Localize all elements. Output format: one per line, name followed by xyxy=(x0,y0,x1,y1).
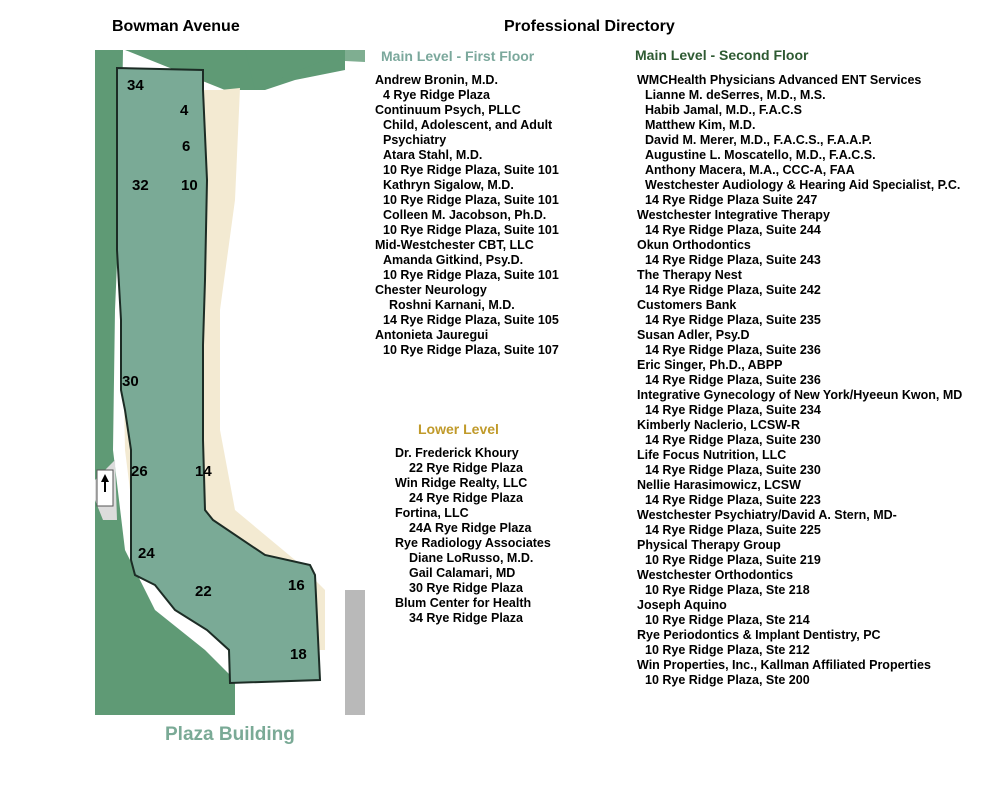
unit-number-22: 22 xyxy=(195,583,212,600)
unit-number-26: 26 xyxy=(131,463,148,480)
directory-entry: 24 Rye Ridge Plaza xyxy=(409,491,523,505)
directory-entry: 14 Rye Ridge Plaza, Suite 235 xyxy=(645,313,821,327)
directory-entry: Customers Bank xyxy=(637,298,737,312)
street-name: Bowman Avenue xyxy=(112,18,240,35)
directory-entry: Eric Singer, Ph.D., ABPP xyxy=(637,358,783,372)
directory-entry: 14 Rye Ridge Plaza, Suite 225 xyxy=(645,523,821,537)
directory-entry: 14 Rye Ridge Plaza, Suite 105 xyxy=(383,313,559,327)
directory-entry: Augustine L. Moscatello, M.D., F.A.C.S. xyxy=(645,148,876,162)
directory-entry: Rye Periodontics & Implant Dentistry, PC xyxy=(637,628,881,642)
directory-entry: Matthew Kim, M.D. xyxy=(645,118,756,132)
directory-entry: Antonieta Jauregui xyxy=(375,328,489,342)
unit-number-32: 32 xyxy=(132,177,149,194)
directory-entry: 14 Rye Ridge Plaza, Suite 223 xyxy=(645,493,821,507)
directory-entry: 14 Rye Ridge Plaza, Suite 230 xyxy=(645,463,821,477)
second-floor-list xyxy=(637,73,962,688)
directory-entry: Rye Radiology Associates xyxy=(395,536,551,550)
road xyxy=(345,590,365,715)
directory-entry: 14 Rye Ridge Plaza Suite 247 xyxy=(645,193,818,207)
directory-entry: Habib Jamal, M.D., F.A.C.S xyxy=(645,103,802,117)
directory-entry: Life Focus Nutrition, LLC xyxy=(637,448,787,462)
directory-entry: 14 Rye Ridge Plaza, Suite 236 xyxy=(645,373,821,387)
directory-entry: Integrative Gynecology of New York/Hyeeun Kwon, MD xyxy=(637,388,963,402)
directory-entry: Diane LoRusso, M.D. xyxy=(409,551,534,565)
directory-entry: Gail Calamari, MD xyxy=(409,566,516,580)
unit-number-10: 10 xyxy=(181,177,198,194)
lower-level-heading: Lower Level xyxy=(418,421,499,437)
directory-entry: Kimberly Naclerio, LCSW-R xyxy=(637,418,800,432)
directory-entry: Andrew Bronin, M.D. xyxy=(375,73,498,87)
unit-number-14: 14 xyxy=(195,463,212,480)
directory-entry: 14 Rye Ridge Plaza, Suite 244 xyxy=(645,223,821,237)
directory-entry: 10 Rye Ridge Plaza, Suite 101 xyxy=(383,268,559,282)
directory-entry: Lianne M. deSerres, M.D., M.S. xyxy=(645,88,826,102)
directory-entry: Anthony Macera, M.A., CCC-A, FAA xyxy=(645,163,855,177)
unit-number-6: 6 xyxy=(182,138,191,155)
unit-number-4: 4 xyxy=(180,102,189,119)
directory-entry: 14 Rye Ridge Plaza, Suite 243 xyxy=(645,253,821,267)
directory-entry: Dr. Frederick Khoury xyxy=(395,446,519,460)
directory-entry: 14 Rye Ridge Plaza, Suite 242 xyxy=(645,283,821,297)
unit-number-24: 24 xyxy=(138,545,155,562)
directory-entry: Okun Orthodontics xyxy=(637,238,751,252)
directory-entry: Physical Therapy Group xyxy=(637,538,781,552)
directory-entry: Roshni Karnani, M.D. xyxy=(389,298,515,312)
directory-entry: Westchester Psychiatry/David A. Stern, MD- xyxy=(637,508,897,522)
unit-number-16: 16 xyxy=(288,577,305,594)
unit-number-34: 34 xyxy=(127,77,144,94)
directory-entry: 24A Rye Ridge Plaza xyxy=(409,521,532,535)
directory-entry: 10 Rye Ridge Plaza, Ste 218 xyxy=(645,583,810,597)
second-floor-heading: Main Level - Second Floor xyxy=(635,47,809,63)
directory-entry: 30 Rye Ridge Plaza xyxy=(409,581,523,595)
directory-entry: Susan Adler, Psy.D xyxy=(637,328,750,342)
directory-entry: 10 Rye Ridge Plaza, Suite 107 xyxy=(383,343,559,357)
directory-entry: Win Properties, Inc., Kallman Affiliated Properties xyxy=(637,658,931,672)
directory-entry: 34 Rye Ridge Plaza xyxy=(409,611,523,625)
directory-title: Professional Directory xyxy=(504,18,675,35)
directory-entry: Atara Stahl, M.D. xyxy=(383,148,483,162)
directory-entry: Westchester Audiology & Hearing Aid Specialist, P.C. xyxy=(645,178,961,192)
directory-entry: 22 Rye Ridge Plaza xyxy=(409,461,523,475)
first-floor-heading: Main Level - First Floor xyxy=(381,48,535,64)
directory-entry: Mid-Westchester CBT, LLC xyxy=(375,238,534,252)
directory-entry: 14 Rye Ridge Plaza, Suite 234 xyxy=(645,403,821,417)
directory-entry: 14 Rye Ridge Plaza, Suite 236 xyxy=(645,343,821,357)
directory-entry: Blum Center for Health xyxy=(395,596,532,610)
directory-entry: Joseph Aquino xyxy=(637,598,727,612)
directory-entry: Continuum Psych, PLLC xyxy=(375,103,521,117)
up-arrow-icon xyxy=(97,470,113,506)
directory-entry: Chester Neurology xyxy=(375,283,487,297)
directory-entry: 10 Rye Ridge Plaza, Suite 219 xyxy=(645,553,821,567)
directory-entry: WMCHealth Physicians Advanced ENT Services xyxy=(637,73,922,87)
directory-entry: Child, Adolescent, and Adult xyxy=(383,118,553,132)
directory-entry: Westchester Orthodontics xyxy=(637,568,794,582)
directory-entry: 4 Rye Ridge Plaza xyxy=(383,88,490,102)
directory-entry: David M. Merer, M.D., F.A.C.S., F.A.A.P. xyxy=(645,133,872,147)
directory-entry: 10 Rye Ridge Plaza, Ste 214 xyxy=(645,613,810,627)
directory-entry: Psychiatry xyxy=(383,133,447,147)
directory-entry: Fortina, LLC xyxy=(395,506,469,520)
directory-entry: Colleen M. Jacobson, Ph.D. xyxy=(383,208,547,222)
lower-level-list xyxy=(395,446,551,626)
directory-entry: 10 Rye Ridge Plaza, Ste 212 xyxy=(645,643,810,657)
directory-entry: 14 Rye Ridge Plaza, Suite 230 xyxy=(645,433,821,447)
directory-entry: Kathryn Sigalow, M.D. xyxy=(383,178,514,192)
directory-entry: Westchester Integrative Therapy xyxy=(637,208,830,222)
directory-entry: Amanda Gitkind, Psy.D. xyxy=(383,253,524,267)
directory-entry: Win Ridge Realty, LLC xyxy=(395,476,528,490)
unit-number-30: 30 xyxy=(122,373,139,390)
directory-entry: 10 Rye Ridge Plaza, Suite 101 xyxy=(383,193,559,207)
directory-entry: 10 Rye Ridge Plaza, Ste 200 xyxy=(645,673,810,687)
directory-entry: 10 Rye Ridge Plaza, Suite 101 xyxy=(383,223,559,237)
site-map xyxy=(95,50,365,715)
unit-number-18: 18 xyxy=(290,646,307,663)
directory-entry: 10 Rye Ridge Plaza, Suite 101 xyxy=(383,163,559,177)
directory-entry: Nellie Harasimowicz, LCSW xyxy=(637,478,801,492)
directory-entry: The Therapy Nest xyxy=(637,268,742,282)
building-name: Plaza Building xyxy=(165,724,295,745)
first-floor-list xyxy=(375,73,559,358)
